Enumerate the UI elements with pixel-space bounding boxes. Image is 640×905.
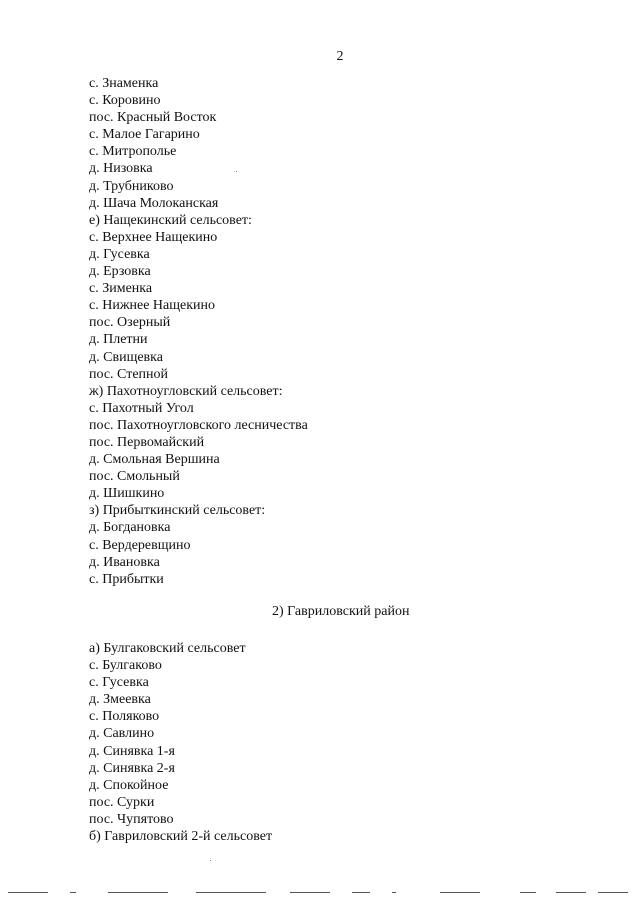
list-item: д. Ивановка: [89, 554, 160, 570]
scan-artifact-line: [598, 892, 628, 893]
list-item: с. Верхнее Нащекино: [89, 229, 218, 245]
list-item: с. Зименка: [89, 281, 153, 297]
scan-artifact-line: [290, 892, 330, 893]
scan-artifact-line: [556, 892, 586, 893]
list-item: пос. Смольный: [89, 469, 180, 485]
scan-artifact-line: [392, 892, 396, 893]
list-item: пос. Пахотноугловского лесничества: [89, 417, 308, 433]
settlement-list-second: [89, 640, 272, 845]
list-item: д. Низовка: [89, 161, 153, 177]
scan-speck: [236, 171, 237, 172]
list-item: д. Змеевка: [89, 692, 151, 708]
list-item: с. Малое Гагарино: [89, 127, 200, 143]
list-item: с. Прибытки: [89, 571, 164, 587]
subsection-heading: ж) Пахотноугловский сельсовет:: [89, 383, 283, 399]
list-item: пос. Красный Восток: [89, 110, 217, 126]
list-item: с. Нижнее Нащекино: [89, 298, 216, 314]
list-item: с. Пахотный Угол: [89, 400, 194, 416]
subsection-heading: а) Булгаковский сельсовет: [89, 641, 246, 656]
list-item: с. Вердеревщино: [89, 537, 191, 553]
scan-artifact-line: [440, 892, 480, 893]
list-item: д. Шишкино: [89, 486, 165, 502]
subsection-heading: з) Прибыткинский сельсовет:: [89, 503, 266, 519]
subsection-heading: б) Гавриловский 2-й сельсовет: [89, 829, 273, 845]
list-item: д. Ерзовка: [89, 264, 151, 280]
list-item: д. Шача Молоканская: [89, 195, 219, 211]
list-item: д. Трубниково: [89, 178, 174, 194]
list-item: д. Спокойное: [89, 777, 169, 793]
list-item: д. Гусевка: [89, 246, 150, 262]
settlement-list-first: [89, 75, 308, 588]
scan-artifact-line: [520, 892, 536, 893]
section-heading: 2) Гавриловский район: [272, 604, 410, 619]
scan-artifact-line: [196, 892, 266, 893]
list-item: пос. Озерный: [89, 315, 171, 331]
subsection-heading: е) Нащекинский сельсовет:: [89, 212, 252, 228]
scan-artifact-line: [108, 892, 168, 893]
scan-artifact-line: [70, 892, 76, 893]
list-item: д. Смольная Вершина: [89, 452, 220, 468]
list-item: д. Богдановка: [89, 520, 171, 536]
list-item: д. Плетни: [89, 332, 148, 348]
list-item: с. Знаменка: [89, 76, 159, 91]
list-item: с. Булгаково: [89, 658, 162, 674]
list-item: пос. Чупятово: [89, 811, 174, 827]
list-item: пос. Степной: [89, 366, 169, 382]
list-item: пос. Первомайский: [89, 434, 205, 450]
list-item: д. Синявка 1-я: [89, 743, 175, 759]
scan-speck: [210, 860, 211, 861]
list-item: с. Поляково: [89, 709, 160, 725]
list-item: пос. Сурки: [89, 794, 155, 810]
list-item: д. Синявка 2-я: [89, 760, 175, 776]
scan-artifact-line: [8, 892, 48, 893]
scan-artifact-line: [352, 892, 370, 893]
list-item: д. Савлино: [89, 726, 155, 742]
page-number: 2: [336, 49, 344, 64]
list-item: д. Свищевка: [89, 349, 163, 365]
list-item: с. Коровино: [89, 93, 161, 109]
list-item: с. Гусевка: [89, 675, 149, 691]
list-item: с. Митрополье: [89, 144, 177, 160]
